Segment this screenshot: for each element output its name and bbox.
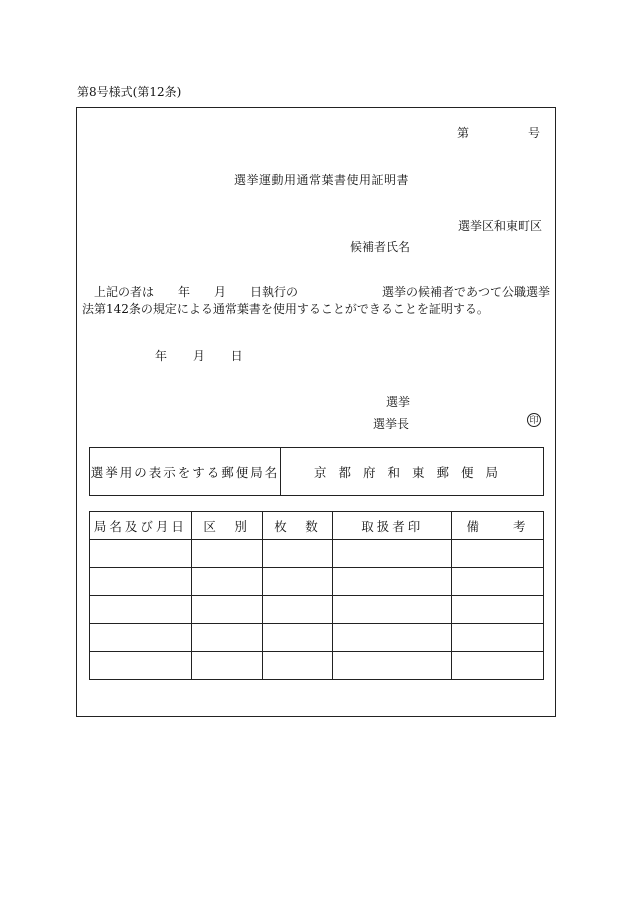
table-cell bbox=[262, 624, 333, 652]
table-cell bbox=[262, 596, 333, 624]
table-header-row bbox=[90, 512, 544, 540]
post-office-table bbox=[89, 447, 544, 496]
post-office-value: 京都府和東郵便局 bbox=[281, 448, 544, 496]
table-row bbox=[90, 652, 544, 680]
table-row bbox=[90, 596, 544, 624]
table-cell bbox=[452, 624, 544, 652]
table-cell bbox=[90, 540, 192, 568]
header-handler-seal: 取扱者印 bbox=[333, 512, 452, 540]
header-category: 区 別 bbox=[191, 512, 262, 540]
table-cell bbox=[191, 624, 262, 652]
district-name: 選挙区和東町区 bbox=[458, 219, 543, 233]
table-cell bbox=[191, 568, 262, 596]
issue-date-line: 年 月 日 bbox=[155, 349, 243, 363]
table-row bbox=[90, 540, 544, 568]
form-label: 第8号様式(第12条) bbox=[77, 85, 182, 99]
table-row bbox=[90, 624, 544, 652]
table-row bbox=[90, 568, 544, 596]
table-cell bbox=[90, 624, 192, 652]
table-cell bbox=[262, 540, 333, 568]
table-cell bbox=[333, 624, 452, 652]
number-dai: 第 bbox=[457, 126, 470, 140]
table-cell bbox=[191, 652, 262, 680]
table-cell bbox=[333, 540, 452, 568]
table-cell bbox=[333, 568, 452, 596]
table-cell bbox=[333, 652, 452, 680]
table-cell bbox=[452, 652, 544, 680]
election-label: 選挙 bbox=[386, 395, 411, 409]
handling-record-table bbox=[89, 511, 544, 680]
certification-text-content: 上記の者は 年 月 日執行の 選挙の候補者であつて公職選挙法第142条の規定による通常葉書を使用することができることを証明する。 bbox=[82, 285, 551, 316]
header-remarks: 備 考 bbox=[452, 512, 544, 540]
number-go: 号 bbox=[528, 126, 541, 140]
table-cell bbox=[452, 596, 544, 624]
seal-icon: 印 bbox=[527, 413, 541, 427]
certification-text bbox=[82, 284, 552, 317]
header-count: 枚 数 bbox=[262, 512, 333, 540]
table-cell bbox=[90, 652, 192, 680]
table-cell bbox=[333, 596, 452, 624]
table-cell bbox=[191, 596, 262, 624]
candidate-name-label: 候補者氏名 bbox=[350, 240, 411, 254]
table-cell bbox=[90, 568, 192, 596]
table-cell bbox=[262, 568, 333, 596]
post-office-label: 選挙用の表示をする郵便局名 bbox=[90, 448, 281, 496]
table-cell bbox=[191, 540, 262, 568]
table-cell bbox=[452, 540, 544, 568]
document-title: 選挙運動用通常葉書使用証明書 bbox=[234, 173, 410, 187]
election-chief-label: 選挙長 bbox=[373, 417, 410, 431]
table-cell bbox=[262, 652, 333, 680]
header-office-date: 局名及び月日 bbox=[90, 512, 192, 540]
table-cell bbox=[90, 596, 192, 624]
table-cell bbox=[452, 568, 544, 596]
